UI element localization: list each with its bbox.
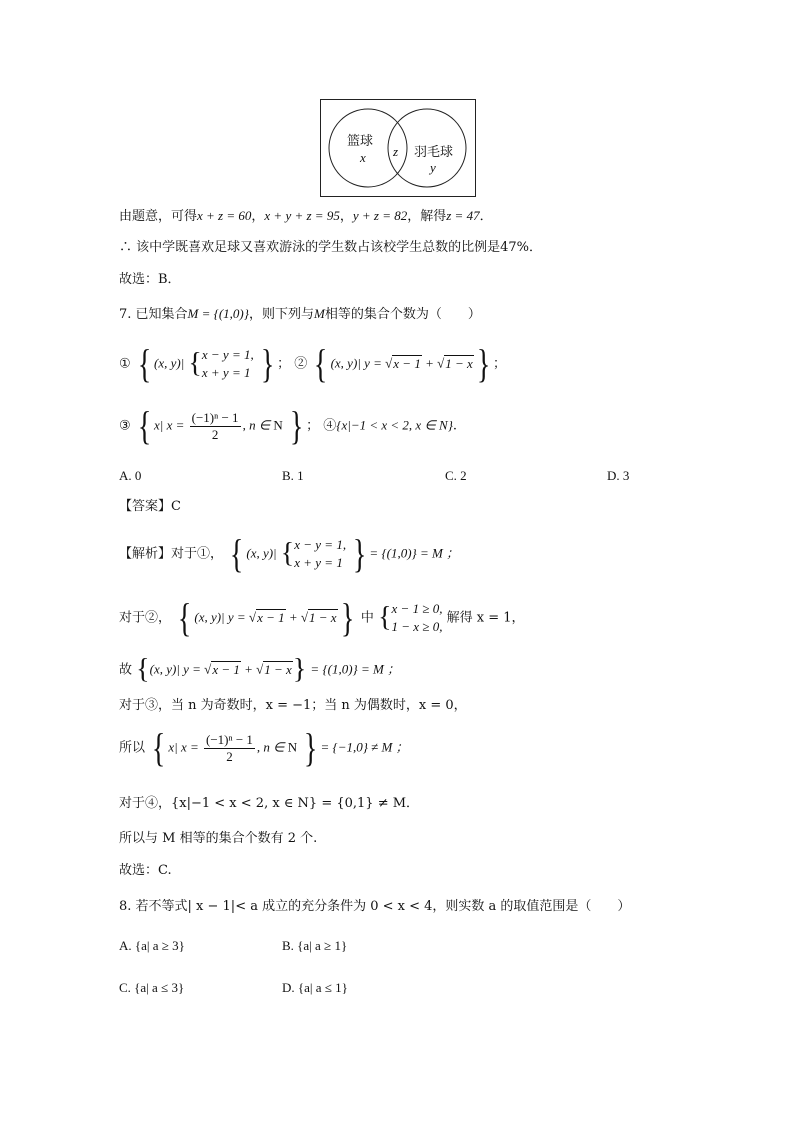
venn-badminton-label: 羽毛球 (414, 145, 454, 160)
q7-option-b: B. 1 (282, 468, 304, 483)
q7-stem: 7. 已知集合M = {(1,0)}，则下列与M相等的集合个数为（ ） (119, 306, 481, 322)
venn-z: z (393, 144, 399, 159)
q7-analysis-5: 所以 { x| x = $\frac{\text{(−1)ⁿ − 1}}{2}$ , n ∈ N } = {−1,0} ≠ M ； (119, 725, 409, 770)
prev-line-2: ∴ 该中学既喜欢足球又喜欢游泳的学生数占该校学生总数的比例是47%． (119, 240, 543, 255)
prev-line-1: 由题意，可得x + z = 60，x + y + z = 95，y + z = 82，解得z = 47． (119, 208, 493, 224)
prev-line-3: 故选：B． (119, 272, 181, 287)
q7-option-d: D. 3 (607, 468, 630, 483)
q7-choices-3-4: ③ { x| x = $\frac{\text{(−1)ⁿ − 1}}{2}$ , n ∈ N } ； ④{x|−1 < x < 2, x ∈ N}. (119, 403, 458, 448)
q7-analysis-2: 对于②， { (x, y)| y = √x − 1 + √1 − x} 中 { x − 1 ≥ 0, 1 − x ≥ 0, 解得 x = 1， (119, 595, 525, 640)
venn-y: y (430, 160, 436, 175)
q7-analysis-7: 所以与 M 相等的集合个数有 2 个. (119, 831, 318, 846)
q7-option-c: C. 2 (445, 468, 467, 483)
q8-option-c: C. {a| a ≤ 3} (119, 980, 185, 995)
q7-analysis-8: 故选：C. (119, 863, 172, 878)
q7-answer: 【答案】C (119, 499, 181, 514)
venn-diagram (320, 99, 476, 197)
q8-stem: 8. 若不等式| x − 1|< a 成立的充分条件为 0 < x < 4，则实数 a 的取值范围是（ ） (119, 899, 631, 914)
q7-analysis-1: 【解析】对于①， { (x, y)| { x − y = 1, x + y = 1 } = {(1,0)} = M ； (119, 531, 460, 576)
q8-option-d: D. {a| a ≤ 1} (282, 980, 348, 995)
q7-choices-1-2: ① { (x, y)| { x − y = 1, x + y = 1 } ； ② { (x, y)| y = √x − 1 + √1 − x} ； (119, 341, 507, 386)
q8-option-a: A. {a| a ≥ 3} (119, 938, 185, 953)
venn-basketball-label: 篮球 (347, 134, 374, 149)
venn-x: x (360, 150, 366, 165)
q8-option-b: B. {a| a ≥ 1} (282, 938, 348, 953)
q7-analysis-4: 对于③，当 n 为奇数时，x = −1；当 n 为偶数时，x = 0， (119, 698, 467, 713)
q7-option-a: A. 0 (119, 468, 142, 483)
q7-analysis-6: 对于④，{x|−1 < x < 2, x ∈ N} = {0,1} ≠ M． (119, 796, 420, 811)
q7-analysis-3: 故 {(x, y)| y = √x − 1 + √1 − x} = {(1,0)} = M ； (119, 654, 401, 685)
